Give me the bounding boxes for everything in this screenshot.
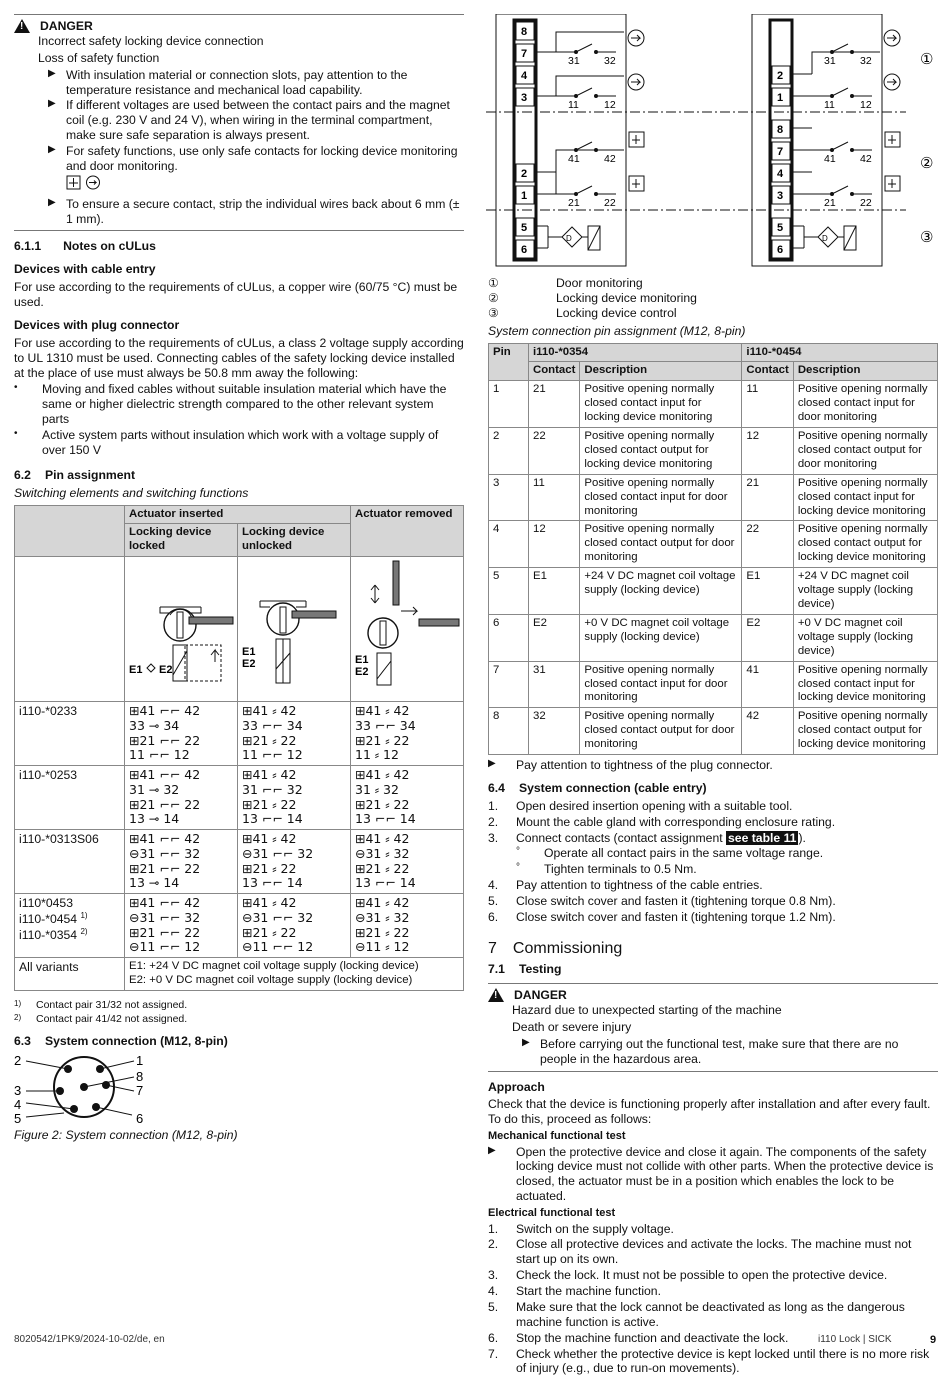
section-number: 6.4 bbox=[488, 780, 505, 795]
svg-text:21: 21 bbox=[824, 197, 836, 209]
list-item: Moving and fixed cables without suitable insulation material which have the same or higher dielectric strength compared to the other relevant system parts bbox=[42, 382, 447, 427]
figure-caption: System connection pin assignment (M12, 8-pin) bbox=[488, 323, 746, 338]
svg-text:4: 4 bbox=[14, 1097, 22, 1113]
svg-text:12: 12 bbox=[604, 99, 616, 111]
svg-text:21: 21 bbox=[568, 197, 580, 209]
header-locked: Locking device locked bbox=[125, 524, 238, 557]
svg-text:41: 41 bbox=[568, 153, 580, 165]
svg-text:8: 8 bbox=[521, 26, 528, 38]
arrow-bullet-icon: ▶ bbox=[488, 1144, 496, 1156]
svg-text:3: 3 bbox=[14, 1083, 22, 1099]
section-number: 6.2 bbox=[14, 467, 31, 482]
right-column: 8 7 4 3 2 1 5 6 31 32 11 12 41 42 21 22 D 2 1 8 7 4 3 5 6 31 32 11 12 41 42 21 22 D ① ② ③ ① Door monitoring ② Locking device monitoring ③ Locking device control System connection pin assignment (M12, 8-pin) Pin i110-*0354 i110-*0454 Contact Description Contact Description 1 21 Positive opening normally closed contact input for locking device monitoring 11 Positive opening normally closed contact input for door monitoring 2 22 Positive opening normally closed contact output for locking device monitoring 12 Positive opening normally closed contact output for door monitoring 3 11 Positive opening normally closed contact input for door monitoring 21 Positive opening normally closed contact input for locking device monitoring 4 12 Positive opening normally closed contact output for door monitoring 22 Positive opening normally closed contact output for locking device monitoring 5 E1 +24 V DC magnet coil voltage supply (locking device) E1 +24 V DC magnet coil voltage supply (locking device) 6 E2 +0 V DC magnet coil voltage supply (locking device) E2 +0 V DC magnet coil voltage supply (locking device) 7 31 Positive opening normally closed contact input for door monitoring 41 Positive opening normally closed contact input for locking device monitoring 8 32 Positive opening normally closed contact output for door monitoring 42 Positive opening normally closed contact output for locking device monitoring ▶ Pay attention to tightness of the plug connector. 6.4 System connection (cable entry) 1. Open desired insertion opening with a suitable tool. 2. Mount the cable gland with corresponding enclosure rating. 3. Connect contacts (contact assignment see table 11 ). ° Operate all contact pairs in the same voltage range. ° Tighten terminals to 0.5 Nm. 4. Pay attention to tightness of the cable entries. 5. Close switch cover and fasten it (tightening torque 0.8 Nm). 6. Close switch cover and fasten it (tightening torque 1.2 Nm). 7 Commissioning 7.1 Testing ! DANGER Hazard due to unexpected starting of the machine Death or severe injury ▶ Before carrying out the functional test, make sure that there are no people in the hazardous area. Approach Check that the device is functioning properly after installation and after every fault. To do this, proceed as follows: Mechanical functional test ▶ Open the protective device and close it again. The components of the safety locking device must not collide with other parts. When the protective device is closed, the actuator must be in a position which enables the lock to be actuated. Electrical functional test 1. Switch on the supply voltage. 2. Close all protective devices and activate the locks. The machine must not start up on its own. 3. Check the lock. It must not be possible to open the protective device. 4. Start the machine function. 5. Make sure that the lock cannot be deactivated as long as the dangerous machine function is active. 6. Stop the machine function and deactivate the lock. 7. Check whether the protective device is kept locked until there is no more risk of injury (e.g., due to run-on movements). bbox=[488, 14, 938, 1377]
table-row: 1 21 Positive opening normally closed contact input for locking device monitoring 11 Positive opening normally closed contact input for door monitoring bbox=[489, 381, 938, 428]
svg-text:2: 2 bbox=[521, 168, 528, 180]
list-item: Active system parts without insulation which work with a voltage supply of over 150 V bbox=[42, 428, 439, 457]
svg-text:12: 12 bbox=[860, 99, 872, 111]
section-title: Pin assignment bbox=[44, 467, 136, 482]
footnote: Contact pair 31/32 not assigned. bbox=[36, 998, 188, 1011]
danger-box-testing: ! DANGER Hazard due to unexpected starting of the machine Death or severe injury ▶ Before carrying out the functional test, make sure that there are no people in the hazardous area. bbox=[488, 988, 938, 1066]
table-row: i110-*0313S06 ⊞41 ⌐⌐ 42 ⊖31 ⌐⌐ 32 ⊞21 ⌐⌐ 22 13 ⊸ 14 ⊞41 ⸗ 42 ⊖31 ⌐⌐ 32 ⊞21 ⸗ 22 13 ⌐⌐ 14 ⊞41 ⸗ 42 ⊖31 ⸗ 32 ⊞21 ⸗ 22 13 ⌐⌐ 14 bbox=[15, 830, 464, 894]
svg-text:11: 11 bbox=[568, 99, 579, 111]
label-e1: E1 bbox=[129, 664, 143, 677]
subheading: Electrical functional test bbox=[488, 1207, 616, 1220]
svg-text:3: 3 bbox=[777, 190, 784, 202]
arrow-bullet-icon: ▶ bbox=[488, 758, 496, 770]
svg-text:5: 5 bbox=[14, 1111, 22, 1126]
svg-text:①: ① bbox=[920, 51, 934, 68]
table-link[interactable]: see table 11 bbox=[728, 830, 797, 845]
section-title: System connection (M12, 8-pin) bbox=[44, 1033, 228, 1048]
arrow-bullet-icon: ▶ bbox=[48, 67, 56, 79]
svg-text:8: 8 bbox=[777, 124, 784, 136]
svg-text:③: ③ bbox=[920, 229, 934, 246]
unlocked-state-diagram bbox=[238, 557, 350, 697]
svg-text:2: 2 bbox=[777, 70, 784, 82]
svg-text:3: 3 bbox=[521, 92, 528, 104]
subheading: Mechanical functional test bbox=[488, 1130, 626, 1143]
svg-text:D: D bbox=[566, 234, 572, 243]
wiring-diagram bbox=[486, 14, 948, 276]
label-e2: E2 bbox=[159, 664, 173, 677]
page-number: 9 bbox=[930, 1334, 937, 1346]
table-row: i110-*0233 ⊞41 ⌐⌐ 42 33 ⊸ 34 ⊞21 ⌐⌐ 22 11 ⌐⌐ 12 ⊞41 ⸗ 42 33 ⌐⌐ 34 ⊞21 ⸗ 22 11 ⌐⌐ 12 ⊞41 ⸗ 42 33 ⌐⌐ 34 ⊞21 ⸗ 22 11 ⸗ 12 bbox=[15, 702, 464, 766]
label-e1: E1 bbox=[355, 654, 369, 667]
removed-state-diagram bbox=[351, 557, 463, 697]
svg-text:7: 7 bbox=[777, 146, 784, 158]
arrow-bullet-icon: ▶ bbox=[522, 1036, 530, 1048]
table-row: 2 22 Positive opening normally closed contact output for locking device monitoring 12 Positive opening normally closed contact output for door monitoring bbox=[489, 428, 938, 475]
left-column: ! DANGER Incorrect safety locking device connection Loss of safety function ▶ With insulation material or connection slots, pay attention to the temperature resistance and mechanical load capability. ▶ If different voltages are used between the contact pairs and the magnet coil (e.g. 230 V and 24 V), when wiring in the terminal compartment, make sure safe separation is always present. ▶ For safety functions, use only safe contacts for locking device monitoring and door monitoring. ▶ To ensure a secure contact, strip the individual wires back about 6 mm (± 1 mm). 6.1.1 Notes on cULus Devices with cable entry For use according to the requirements of cULus, a copper wire (60/75 °C) must be used. Devices with plug connector For use according to the requirements of cULus, a class 2 voltage supply according to UL 1310 must be used. Connecting cables of the safety locking device installed at the place of use must always be 50.8 mm away the following: • Moving and fixed cables without suitable insulation material which have the same or higher dielectric strength compared to the other relevant system parts • Active system parts without insulation which work with a voltage supply of over 150 V 6.2 Pin assignment Switching elements and switching functions Actuator inserted Actuator removed Locking device locked Locking device unlocked E1 E2 E1 E2 E1 E2 i110-*0233 ⊞41 ⌐⌐ 42 33 ⊸ 34 ⊞21 ⌐⌐ 22 11 ⌐⌐ 12 ⊞41 ⸗ 42 33 ⌐⌐ 34 ⊞21 ⸗ 22 11 ⌐⌐ 12 ⊞41 ⸗ 42 33 ⌐⌐ 34 ⊞21 ⸗ 22 11 ⸗ 12 i110-*0253 ⊞41 ⌐⌐ 42 31 ⊸ 32 ⊞21 ⌐⌐ 22 13 ⊸ 14 ⊞41 ⸗ 42 31 ⌐⌐ 32 ⊞21 ⸗ 22 13 ⌐⌐ 14 ⊞41 ⸗ 42 31 ⸗ 32 ⊞21 ⸗ 22 13 ⌐⌐ 14 i110-*0313S06 ⊞41 ⌐⌐ 42 ⊖31 ⌐⌐ 32 ⊞21 ⌐⌐ 22 13 ⊸ 14 ⊞41 ⸗ 42 ⊖31 ⌐⌐ 32 ⊞21 ⸗ 22 13 ⌐⌐ 14 ⊞41 ⸗ 42 ⊖31 ⸗ 32 ⊞21 ⸗ 22 13 ⌐⌐ 14 i110*0453 i110-*0454 $^{1)}$ i110-*0354 $^{2)}$ ⊞41 ⌐⌐ 42 ⊖31 ⌐⌐ 32 ⊞21 ⌐⌐ 22 ⊖11 ⌐⌐ 12 ⊞41 ⸗ 42 ⊖31 ⌐⌐ 32 ⊞21 ⸗ 22 ⊖11 ⌐⌐ 12 ⊞41 ⸗ 42 ⊖31 ⸗ 32 ⊞21 ⸗ 22 ⊖11 ⸗ 12 All variants E1: +24 V DC magnet coil voltage supply (locking device) E2: +0 V DC magnet coil voltage supply (locking device) 1) Contact pair 31/32 not assigned. 2) Contact pair 41/42 not assigned. 6.3 System connection (M12, 8-pin) 2 1 8 3 7 4 5 6 Figure 2: System connection (M12, 8-pin) bbox=[14, 14, 464, 1147]
danger-bullet: For safety functions, use only safe contacts for locking device monitoring and door monitoring. bbox=[66, 144, 458, 173]
svg-text:42: 42 bbox=[860, 153, 872, 165]
arrow-bullet-icon: ▶ bbox=[48, 196, 56, 208]
danger-title: DANGER bbox=[40, 19, 93, 33]
warning-triangle-icon bbox=[14, 19, 30, 33]
header-actuator-removed: Actuator removed bbox=[351, 505, 464, 557]
table-row: All variants E1: +24 V DC magnet coil voltage supply (locking device) E2: +0 V DC magnet coil voltage supply (locking device) bbox=[15, 958, 464, 991]
svg-text:6: 6 bbox=[521, 244, 528, 256]
svg-text:D: D bbox=[822, 234, 828, 243]
svg-text:31: 31 bbox=[824, 55, 836, 67]
header-unlocked: Locking device unlocked bbox=[238, 524, 351, 557]
label-e1: E1 bbox=[242, 646, 256, 659]
table-row: 4 12 Positive opening normally closed contact output for door monitoring 22 Positive opening normally closed contact output for locking device monitoring bbox=[489, 521, 938, 568]
svg-text:42: 42 bbox=[604, 153, 616, 165]
danger-bullet: If different voltages are used between the contact pairs and the magnet coil (e.g. 230 V and 24 V), when wiring in the terminal compartment, make sure safe separation is always present. bbox=[66, 98, 450, 143]
header-actuator-inserted: Actuator inserted bbox=[125, 505, 351, 524]
table-row: 7 31 Positive opening normally closed contact input for door monitoring 41 Positive opening normally closed contact input for locking device monitoring bbox=[489, 661, 938, 708]
svg-text:4: 4 bbox=[521, 70, 528, 82]
table-row: 5 E1 +24 V DC magnet coil voltage supply (locking device) E1 +24 V DC magnet coil voltage supply (locking device) bbox=[489, 568, 938, 615]
danger-line: Loss of safety function bbox=[38, 50, 160, 65]
section-title: System connection (cable entry) bbox=[518, 780, 707, 795]
svg-text:32: 32 bbox=[604, 55, 616, 67]
table-row: i110-*0253 ⊞41 ⌐⌐ 42 31 ⊸ 32 ⊞21 ⌐⌐ 22 13 ⊸ 14 ⊞41 ⸗ 42 31 ⌐⌐ 32 ⊞21 ⸗ 22 13 ⌐⌐ 14 ⊞41 ⸗ 42 31 ⸗ 32 ⊞21 ⸗ 22 13 ⌐⌐ 14 bbox=[15, 766, 464, 830]
section-number: 6.3 bbox=[14, 1033, 31, 1048]
arrow-bullet-icon: ▶ bbox=[48, 98, 56, 110]
note: Pay attention to tightness of the plug connector. bbox=[516, 758, 773, 773]
svg-text:11: 11 bbox=[824, 99, 835, 111]
svg-text:32: 32 bbox=[860, 55, 872, 67]
switching-table bbox=[14, 505, 464, 991]
svg-text:31: 31 bbox=[568, 55, 580, 67]
subheading: Devices with plug connector bbox=[14, 317, 180, 332]
variant-name: i110*0453 i110-*0454 $^{1)}$ i110-*0354 $^{2)}$ bbox=[15, 894, 125, 958]
svg-text:5: 5 bbox=[521, 222, 528, 234]
locked-state-diagram bbox=[125, 557, 237, 697]
section-title: Notes on cULus bbox=[63, 239, 156, 254]
svg-text:6: 6 bbox=[136, 1111, 144, 1126]
svg-text:8: 8 bbox=[136, 1069, 144, 1085]
table-caption: Switching elements and switching functions bbox=[14, 485, 249, 500]
variant-name: All variants bbox=[15, 958, 125, 991]
svg-text:7: 7 bbox=[521, 48, 528, 60]
danger-line: Incorrect safety locking device connection bbox=[38, 33, 264, 48]
svg-text:22: 22 bbox=[860, 197, 872, 209]
table-row: i110*0453 i110-*0454 $^{1)}$ i110-*0354 $^{2)}$ ⊞41 ⌐⌐ 42 ⊖31 ⌐⌐ 32 ⊞21 ⌐⌐ 22 ⊖11 ⌐⌐ 12 ⊞41 ⸗ 42 ⊖31 ⌐⌐ 32 ⊞21 ⸗ 22 ⊖11 ⌐⌐ 12 ⊞41 ⸗ 42 ⊖31 ⸗ 32 ⊞21 ⸗ 22 ⊖11 ⸗ 12 bbox=[15, 894, 464, 958]
svg-text:41: 41 bbox=[824, 153, 836, 165]
wiring-legend: ① Door monitoring ② Locking device monitoring ③ Locking device control bbox=[488, 276, 697, 320]
svg-text:4: 4 bbox=[777, 168, 784, 180]
svg-text:1: 1 bbox=[521, 190, 528, 202]
arrow-bullet-icon: ▶ bbox=[48, 144, 56, 155]
pin-assignment-table: Pin i110-*0354 i110-*0454 Contact Description Contact Description 1 21 Positive opening normally closed contact input for locking device monitoring 11 Positive opening normally closed contact input for door monitoring 2 22 Positive opening normally closed contact output for locking device monitoring 12 Positive opening normally closed contact output for door monitoring 3 11 Positive opening normally closed contact input for door monitoring 21 Positive opening normally closed contact input for locking device monitoring 4 12 Positive opening normally closed contact output for door monitoring 22 Positive opening normally closed contact output for locking device monitoring 5 E1 +24 V DC magnet coil voltage supply (locking device) E1 +24 V DC magnet coil voltage supply (locking device) 6 E2 +0 V DC magnet coil voltage supply (locking device) E2 +0 V DC magnet coil voltage supply (locking device) 7 31 Positive opening normally closed contact input for door monitoring 41 Positive opening normally closed contact input for locking device monitoring 8 32 Positive opening normally closed contact output for door monitoring 42 Positive opening normally closed contact output for locking device monitoring bbox=[488, 343, 938, 756]
svg-text:6: 6 bbox=[777, 244, 784, 256]
variant-name: i110-*0253 bbox=[15, 766, 125, 830]
variant-name: i110-*0313S06 bbox=[15, 830, 125, 894]
safe-contact-symbols-icon bbox=[66, 174, 106, 192]
footnote: Contact pair 41/42 not assigned. bbox=[36, 1012, 188, 1025]
subheading: Approach bbox=[488, 1079, 545, 1094]
svg-text:5: 5 bbox=[777, 222, 784, 234]
paragraph: Check that the device is functioning properly after installation and after every fault. To do this, proceed as follows: bbox=[488, 1097, 931, 1127]
svg-text:7: 7 bbox=[136, 1083, 144, 1099]
section-number: 6.1.1 bbox=[14, 239, 42, 254]
m12-connector-diagram bbox=[14, 1051, 154, 1125]
variant-name: i110-*0233 bbox=[15, 702, 125, 766]
section-title: Testing bbox=[518, 962, 562, 977]
svg-text:1: 1 bbox=[136, 1053, 144, 1069]
warning-triangle-icon bbox=[488, 988, 504, 1002]
paragraph: For use according to the requirements of cULus, a class 2 voltage supply according to UL 1310 must be used. Connecting cables of the safety locking device installed at the place of use must always be 50.8 mm away the following: bbox=[14, 335, 464, 380]
table-row: 6 E2 +0 V DC magnet coil voltage supply (locking device) E2 +0 V DC magnet coil voltage supply (locking device) bbox=[489, 614, 938, 661]
danger-bullet: With insulation material or connection slots, pay attention to the temperature resistance and mechanical load capability. bbox=[66, 67, 408, 97]
figure-caption: Figure 2: System connection (M12, 8-pin) bbox=[14, 1128, 238, 1143]
footer-doc-id: 8020542/1PK9/2024-10-02/de, en bbox=[14, 1334, 165, 1345]
label-e2: E2 bbox=[242, 658, 256, 671]
danger-bullet: To ensure a secure contact, strip the individual wires back about 6 mm (± 1 mm). bbox=[66, 196, 460, 226]
label-e2: E2 bbox=[355, 666, 369, 679]
table-row: 3 11 Positive opening normally closed contact input for door monitoring 21 Positive opening normally closed contact input for locking device monitoring bbox=[489, 474, 938, 521]
table-row: 8 32 Positive opening normally closed contact output for door monitoring 42 Positive opening normally closed contact output for locking device monitoring bbox=[489, 708, 938, 755]
danger-box-wiring bbox=[14, 19, 464, 226]
footer-product: i110 Lock | SICK bbox=[818, 1334, 892, 1345]
chapter-heading: 7 Commissioning bbox=[488, 939, 623, 957]
subheading: Devices with cable entry bbox=[14, 262, 156, 277]
section-number: 7.1 bbox=[488, 962, 505, 977]
svg-text:②: ② bbox=[920, 155, 934, 172]
svg-text:1: 1 bbox=[777, 92, 784, 104]
paragraph: For use according to the requirements of cULus, a copper wire (60/75 °C) must be used. bbox=[14, 280, 458, 309]
svg-text:2: 2 bbox=[14, 1053, 22, 1069]
svg-text:22: 22 bbox=[604, 197, 616, 209]
